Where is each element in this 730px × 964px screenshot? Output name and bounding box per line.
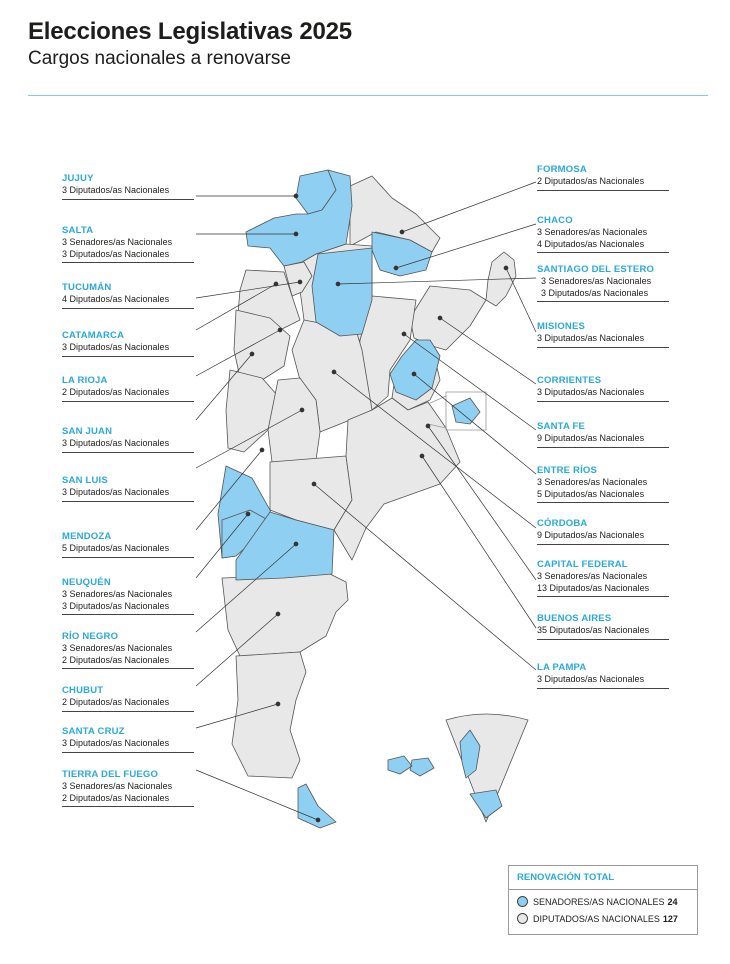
province-name: LA PAMPA bbox=[537, 662, 587, 673]
province-seats: 3 Senadores/as Nacionales bbox=[62, 781, 173, 791]
province-name: SAN LUIS bbox=[62, 475, 108, 486]
label-sanluis bbox=[62, 475, 194, 502]
province-seats: 2 Diputados/as Nacionales bbox=[62, 387, 170, 397]
legend-diputados-label: DIPUTADOS/AS NACIONALES bbox=[533, 913, 660, 924]
malvinas-islands-shape bbox=[388, 756, 434, 776]
label-underline bbox=[62, 557, 194, 558]
label-underline bbox=[537, 347, 669, 348]
province-seats: 3 Senadores/as Nacionales bbox=[537, 477, 648, 487]
province-name: LA RIOJA bbox=[62, 375, 108, 386]
label-catamarca bbox=[62, 330, 194, 357]
province-name: TUCUMÁN bbox=[62, 282, 112, 293]
label-underline bbox=[62, 262, 194, 263]
province-name: MENDOZA bbox=[62, 531, 112, 542]
label-underline bbox=[537, 301, 669, 302]
province-seats: 4 Diputados/as Nacionales bbox=[537, 238, 645, 249]
label-lapampa bbox=[537, 662, 669, 689]
province-seats: 35 Diputados/as Nacionales bbox=[537, 625, 650, 635]
province-seats: 13 Diputados/as Nacionales bbox=[537, 582, 650, 593]
label-underline bbox=[537, 596, 669, 597]
legend-senadores-total: 24 bbox=[667, 896, 678, 907]
label-neuquen bbox=[62, 577, 194, 615]
province-name: CHUBUT bbox=[62, 685, 104, 696]
grey-circle-icon bbox=[517, 913, 528, 924]
province-name: CATAMARCA bbox=[62, 330, 125, 341]
province-name: CÓRDOBA bbox=[537, 518, 588, 529]
province-name: SAN JUAN bbox=[62, 426, 113, 437]
label-formosa bbox=[537, 164, 669, 191]
legend-row-senadores bbox=[517, 896, 697, 907]
province-seats: 2 Diputados/as Nacionales bbox=[537, 176, 645, 186]
label-mendoza bbox=[62, 531, 194, 558]
province-seats: 2 Diputados/as Nacionales bbox=[62, 697, 170, 707]
legend-box bbox=[508, 865, 698, 935]
province-seats: 3 Diputados/as Nacionales bbox=[537, 674, 645, 684]
province-seats: 3 Diputados/as Nacionales bbox=[537, 387, 645, 397]
province-name: JUJUY bbox=[62, 173, 94, 184]
province-name: RÍO NEGRO bbox=[62, 631, 119, 642]
province-seats: 3 Diputados/as Nacionales bbox=[62, 248, 170, 259]
province-name: BUENOS AIRES bbox=[537, 613, 612, 624]
province-seats: 5 Diputados/as Nacionales bbox=[537, 488, 645, 499]
province-seats: 2 Diputados/as Nacionales bbox=[62, 792, 170, 803]
province-seats: 9 Diputados/as Nacionales bbox=[537, 530, 645, 540]
label-chaco bbox=[537, 215, 669, 253]
label-cordoba bbox=[537, 518, 669, 545]
legend-row-diputados bbox=[517, 913, 697, 924]
province-chubut-shape bbox=[222, 574, 348, 656]
province-seats: 3 Diputados/as Nacionales bbox=[62, 438, 170, 448]
legend-divider bbox=[509, 889, 697, 890]
label-santiagodelestero bbox=[537, 264, 669, 302]
label-santafe bbox=[537, 421, 669, 448]
label-underline bbox=[62, 668, 194, 669]
province-seats: 2 Diputados/as Nacionales bbox=[62, 654, 170, 665]
label-entrerios bbox=[537, 465, 669, 503]
province-name: SANTIAGO DEL ESTERO bbox=[537, 264, 655, 275]
label-underline bbox=[62, 308, 194, 309]
province-name: ENTRE RÍOS bbox=[537, 465, 598, 476]
province-name: CORRIENTES bbox=[537, 375, 602, 386]
province-seats: 3 Diputados/as Nacionales bbox=[62, 185, 170, 195]
province-seats: 3 Diputados/as Nacionales bbox=[62, 738, 170, 748]
province-name: FORMOSA bbox=[537, 164, 587, 175]
label-underline bbox=[62, 752, 194, 753]
label-rionegro bbox=[62, 631, 194, 669]
label-underline bbox=[62, 356, 194, 357]
label-underline bbox=[537, 447, 669, 448]
legend-title: RENOVACIÓN TOTAL bbox=[517, 872, 615, 883]
blue-circle-icon bbox=[517, 896, 528, 907]
province-buenosaires-shape bbox=[334, 398, 460, 560]
province-seats: 3 Senadores/as Nacionales bbox=[62, 643, 173, 653]
label-underline bbox=[537, 688, 669, 689]
province-seats: 3 Diputados/as Nacionales bbox=[62, 600, 170, 611]
label-underline bbox=[537, 502, 669, 503]
label-misiones bbox=[537, 321, 669, 348]
legend-senadores-label: SENADORES/AS NACIONALES bbox=[533, 896, 665, 907]
label-jujuy bbox=[62, 173, 194, 200]
province-santiago-blue-shape bbox=[312, 248, 372, 336]
province-seats: 5 Diputados/as Nacionales bbox=[62, 543, 170, 553]
label-sanjuan bbox=[62, 426, 194, 453]
province-name: SANTA FE bbox=[537, 421, 586, 432]
province-seats: 9 Diputados/as Nacionales bbox=[537, 433, 645, 443]
province-seats: 3 Diputados/as Nacionales bbox=[541, 287, 649, 298]
province-name: SALTA bbox=[62, 225, 94, 236]
label-underline bbox=[62, 501, 194, 502]
province-name: SANTA CRUZ bbox=[62, 726, 125, 737]
province-name: MISIONES bbox=[537, 321, 586, 332]
label-underline bbox=[62, 401, 194, 402]
province-name: NEUQUÉN bbox=[62, 577, 111, 588]
label-underline bbox=[537, 544, 669, 545]
label-underline bbox=[537, 401, 669, 402]
label-underline bbox=[62, 199, 194, 200]
province-seats: 3 Senadores/as Nacionales bbox=[537, 571, 648, 581]
label-underline bbox=[62, 614, 194, 615]
province-seats: 3 Diputados/as Nacionales bbox=[62, 487, 170, 497]
province-seats: 4 Diputados/as Nacionales bbox=[62, 294, 170, 304]
province-seats: 3 Senadores/as Nacionales bbox=[537, 227, 648, 237]
province-name: CAPITAL FEDERAL bbox=[537, 559, 628, 570]
label-underline bbox=[537, 252, 669, 253]
province-santacruz-shape bbox=[232, 652, 306, 778]
province-seats: 3 Diputados/as Nacionales bbox=[62, 342, 170, 352]
legend-diputados-total: 127 bbox=[662, 913, 678, 924]
province-seats: 3 Senadores/as Nacionales bbox=[62, 589, 173, 599]
province-seats: 3 Senadores/as Nacionales bbox=[62, 237, 173, 247]
page-title: Elecciones Legislativas 2025 bbox=[28, 18, 352, 45]
province-seats: 3 Diputados/as Nacionales bbox=[537, 333, 645, 343]
label-tierradelfuego bbox=[62, 769, 194, 807]
label-tucuman bbox=[62, 282, 194, 309]
label-larioja bbox=[62, 375, 194, 402]
label-buenosaires bbox=[537, 613, 669, 640]
province-seats: 3 Senadores/as Nacionales bbox=[541, 276, 652, 286]
label-chubut bbox=[62, 685, 194, 712]
label-underline bbox=[537, 190, 669, 191]
label-corrientes bbox=[537, 375, 669, 402]
page-subtitle: Cargos nacionales a renovarse bbox=[28, 48, 291, 69]
province-capital-inset bbox=[452, 398, 480, 424]
label-santacruz bbox=[62, 726, 194, 753]
province-name: CHACO bbox=[537, 215, 573, 226]
label-capitalfederal bbox=[537, 559, 669, 597]
label-underline bbox=[62, 711, 194, 712]
label-underline bbox=[62, 452, 194, 453]
label-underline bbox=[537, 639, 669, 640]
label-underline bbox=[62, 806, 194, 807]
province-name: TIERRA DEL FUEGO bbox=[62, 769, 159, 780]
label-salta bbox=[62, 225, 194, 263]
